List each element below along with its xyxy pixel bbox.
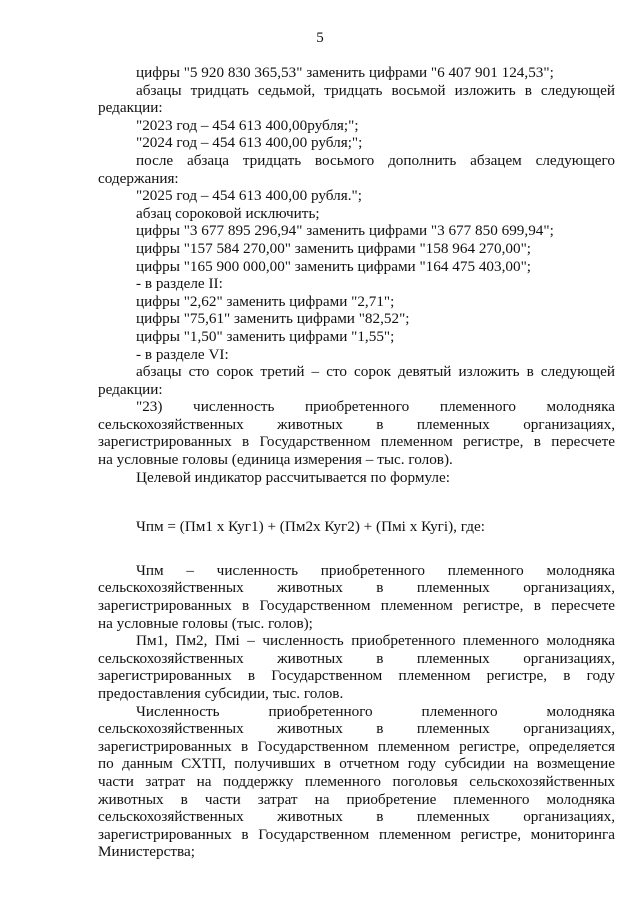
text-line: цифры "157 584 270,00" заменить цифрами "158 964 270,00"; [136, 239, 532, 257]
text-line: "2023 год – 454 613 400,00рубля;"; [136, 116, 359, 134]
text-line: Министерства; [98, 843, 195, 861]
text-line: абзацы сто сорок третий – сто сорок девятый изложить в следующей [136, 363, 615, 381]
document-body [98, 64, 615, 861]
text-line: цифры "75,61" заменить цифрами "82,52"; [136, 310, 410, 328]
text-line: зарегистрированных в Государственном племенном регистре, мониторинга [98, 825, 615, 843]
text-line: редакции: [98, 380, 163, 398]
text-line: Численность приобретенного племенного молодняка [136, 702, 615, 720]
text-line: зарегистрированных в Государственном племенном регистре, определяется [98, 737, 615, 755]
text-line: сельскохозяйственных животных в племенных организациях, [98, 415, 615, 433]
page-number: 5 [316, 30, 324, 46]
text-line: сельскохозяйственных животных в племенных организациях, [98, 579, 615, 597]
text-line: по данным СХТП, получивших в отчетном году субсидии на возмещение [98, 755, 615, 773]
text-line: на условные головы (единица измерения – тыс. голов). [98, 451, 453, 469]
text-line: "2024 год – 454 613 400,00 рубля;"; [136, 134, 363, 152]
text-line: на условные головы (тыс. голов); [98, 614, 313, 632]
text-line: Чпм – численность приобретенного племенного молодняка [136, 561, 615, 579]
formula: Чпм = (Пм1 х Куг1) + (Пм2х Куг2) + (Пмi х Кугi), где: [136, 518, 485, 536]
text-line: цифры "5 920 830 365,53" заменить цифрами "6 407 901 124,53"; [136, 64, 554, 81]
text-line: после абзаца тридцать восьмого дополнить абзацем следующего [136, 151, 615, 169]
text-line: сельскохозяйственных животных в племенных организациях, [98, 649, 615, 667]
definitions-block [98, 562, 615, 861]
text-line: цифры "1,50" заменить цифрами "1,55"; [136, 327, 395, 345]
text-line: - в разделе II: [136, 275, 223, 293]
text-line: - в разделе VI: [136, 345, 229, 363]
text-line: цифры "2,62" заменить цифрами "2,71"; [136, 292, 395, 310]
text-line: редакции: [98, 99, 163, 117]
text-line: "23) численность приобретенного племенного молодняка [136, 398, 615, 416]
text-line: абзац сороковой исключить; [136, 204, 320, 222]
text-line: части затрат на поддержку племенного поголовья сельскохозяйственных [98, 772, 615, 790]
text-line: Целевой индикатор рассчитывается по формуле: [136, 468, 450, 486]
amendments-block [98, 64, 615, 486]
text-line: сельскохозяйственных животных в племенных организациях, [98, 720, 615, 738]
text-line: Пм1, Пм2, Пмi – численность приобретенного племенного молодняка [136, 632, 615, 650]
text-line: "2025 год – 454 613 400,00 рубля."; [136, 187, 362, 205]
text-line: абзацы тридцать седьмой, тридцать восьмой изложить в следующей [136, 81, 615, 99]
text-line: цифры "3 677 895 296,94" заменить цифрами "3 677 850 699,94"; [136, 222, 554, 240]
text-line: зарегистрированных в Государственном племенном регистре, в пересчете [98, 433, 615, 451]
text-line: сельскохозяйственных животных в племенных организациях, [98, 808, 615, 826]
text-line: животных в части затрат на приобретение племенного молодняка [98, 790, 615, 808]
text-line: предоставления субсидии, тыс. голов. [98, 685, 344, 702]
text-line: содержания: [98, 169, 179, 187]
text-line: цифры "165 900 000,00" заменить цифрами "164 475 403,00"; [136, 257, 532, 275]
text-line: зарегистрированных в Государственном племенном регистре, в пересчете [98, 597, 615, 615]
text-line: зарегистрированных в Государственном племенном регистре, в году [98, 667, 615, 685]
